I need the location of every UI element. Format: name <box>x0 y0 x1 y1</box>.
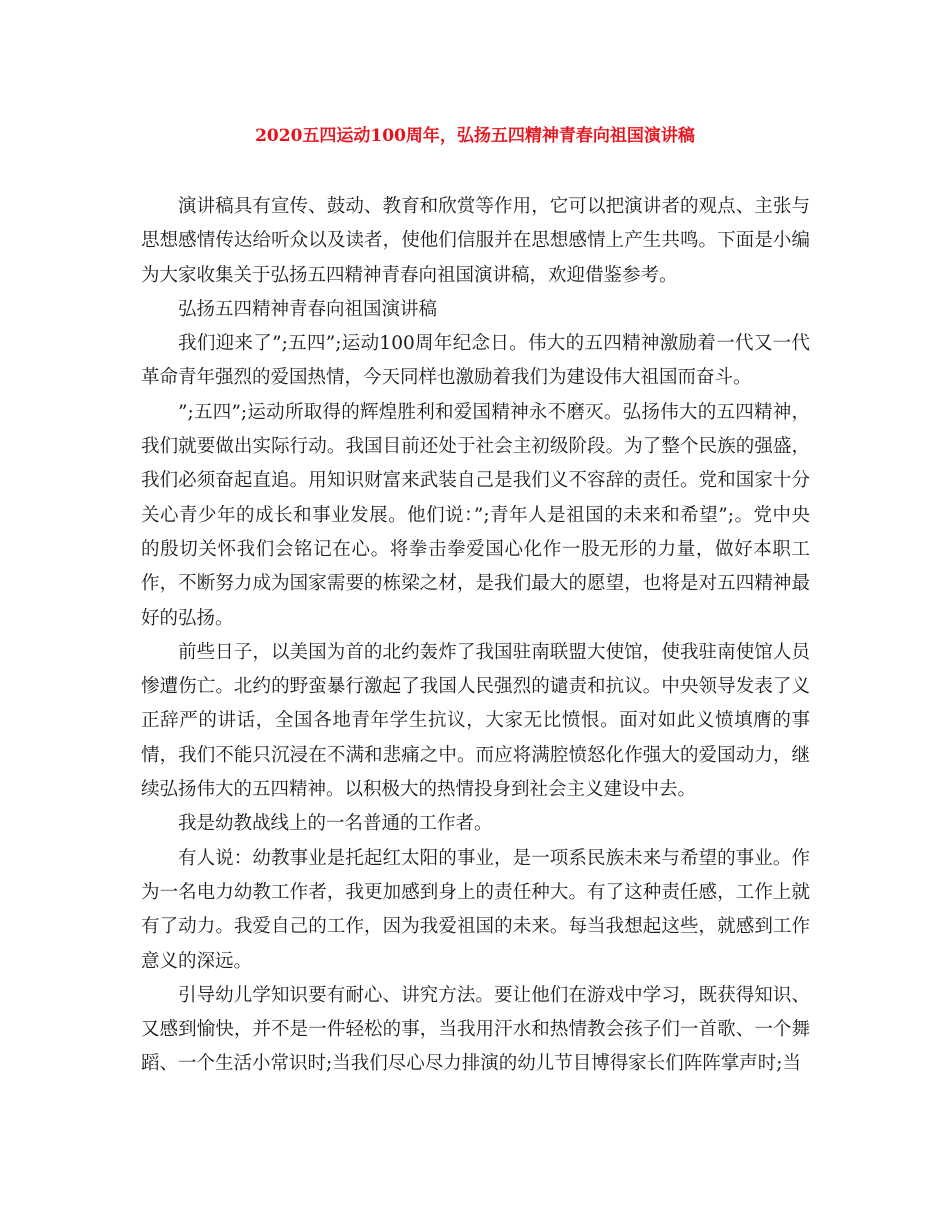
paragraph: 引导幼儿学知识要有耐心、讲究方法。要让他们在游戏中学习，既获得知识、又感到愉快，并不是一件轻松的事，当我用汗水和热情教会孩子们一首歌、一个舞蹈、一个生活小常识时;当我们尽心尽力排演的幼儿节目博得家长们阵阵掌声时;当 <box>141 984 810 1075</box>
document-title: 2020五四运动100周年，弘扬五四精神青春向祖国演讲稿 <box>255 126 695 146</box>
paragraph: 我们迎来了”;五四”;运动100周年纪念日。伟大的五四精神激励着一代又一代革命青年强烈的爱国热情，今天同样也激励着我们为建设伟大祖国而奋斗。 <box>141 333 810 389</box>
document-body <box>141 190 810 1082</box>
paragraph: 有人说：幼教事业是托起红太阳的事业，是一项系民族未来与希望的事业。作为一名电力幼教工作者，我更加感到身上的责任种大。有了这种责任感，工作上就有了动力。我爱自己的工作，因为我爱祖国的未来。每当我想起这些，就感到工作意义的深远。 <box>141 847 810 972</box>
paragraph-subtitle: 弘扬五四精神青春向祖国演讲稿 <box>178 298 438 320</box>
paragraph: 前些日子，以美国为首的北约轰炸了我国驻南联盟大使馆，使我驻南使馆人员惨遭伤亡。北约的野蛮暴行激起了我国人民强烈的谴责和抗议。中央领导发表了义正辞严的讲话，全国各地青年学生抗议，大家无比愤恨。面对如此义愤填膺的事情，我们不能只沉浸在不满和悲痛之中。而应将满腔愤怒化作强大的爱国动力，继续弘扬伟大的五四精神。以积极大的热情投身到社会主义建设中去。 <box>141 641 810 801</box>
paragraph: 我是幼教战线上的一名普通的工作者。 <box>178 813 493 835</box>
paragraph: ”;五四”;运动所取得的辉煌胜利和爱国精神永不磨灭。弘扬伟大的五四精神，我们就要做出实际行动。我国目前还处于社会主初级阶段。为了整个民族的强盛，我们必须奋起直追。用知识财富来武装自己是我们义不容辞的责任。党和国家十分关心青少年的成长和事业发展。他们说：”;青年人是祖国的未来和希望”;。党中央的殷切关怀我们会铭记在心。将拳击拳爱国心化作一股无形的力量，做好本职工作，不断努力成为国家需要的栋梁之材，是我们最大的愿望，也将是对五四精神最好的弘扬。 <box>141 401 810 629</box>
paragraph-intro: 演讲稿具有宣传、鼓动、教育和欣赏等作用，它可以把演讲者的观点、主张与思想感情传达给听众以及读者，使他们信服并在思想感情上产生共鸣。下面是小编为大家收集关于弘扬五四精神青春向祖国演讲稿，欢迎借鉴参考。 <box>141 196 810 286</box>
